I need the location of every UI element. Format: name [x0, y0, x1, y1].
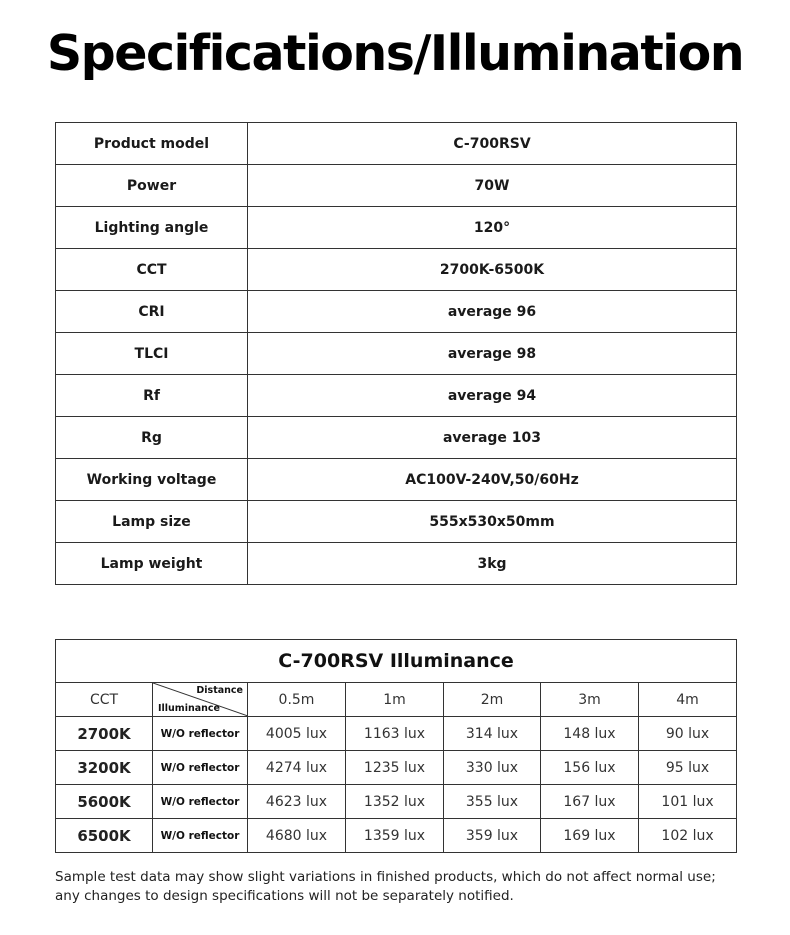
footnote	[55, 868, 755, 906]
lux-value: 1352 lux	[346, 785, 444, 819]
spec-label: Lamp size	[56, 501, 248, 543]
spec-label: Working voltage	[56, 459, 248, 501]
spec-label: TLCI	[56, 333, 248, 375]
footnote-line: Sample test data may show slight variations in finished products, which do not affect normal use;	[55, 869, 716, 885]
diagonal-header-cell	[153, 683, 248, 717]
spec-value: average 103	[248, 417, 737, 459]
spec-table	[55, 122, 737, 585]
lux-value: 95 lux	[639, 751, 737, 785]
lux-value: 4005 lux	[248, 717, 346, 751]
reflector-label: W/O reflector	[153, 751, 248, 785]
illuminance-table	[55, 639, 737, 853]
lux-value: 4274 lux	[248, 751, 346, 785]
lux-value: 169 lux	[541, 819, 639, 853]
spec-row-rg	[56, 417, 737, 459]
cct-value: 3200K	[56, 751, 153, 785]
illuminance-label: Illuminance	[158, 703, 220, 714]
spec-value: 2700K-6500K	[248, 249, 737, 291]
spec-row-working-voltage	[56, 459, 737, 501]
spec-value: 555x530x50mm	[248, 501, 737, 543]
spec-value: 3kg	[248, 543, 737, 585]
spec-row-lamp-weight	[56, 543, 737, 585]
cct-header: CCT	[56, 683, 153, 717]
distance-header: 0.5m	[248, 683, 346, 717]
spec-label: Power	[56, 165, 248, 207]
spec-row-lighting-angle	[56, 207, 737, 249]
spec-row-tlci	[56, 333, 737, 375]
spec-value: average 96	[248, 291, 737, 333]
spec-label: CRI	[56, 291, 248, 333]
distance-header: 1m	[346, 683, 444, 717]
lux-value: 4680 lux	[248, 819, 346, 853]
spec-label: Rf	[56, 375, 248, 417]
lux-value: 1359 lux	[346, 819, 444, 853]
lux-value: 1235 lux	[346, 751, 444, 785]
spec-value: AC100V-240V,50/60Hz	[248, 459, 737, 501]
page-title: Specifications/Illumination	[46, 25, 744, 82]
lux-value: 355 lux	[444, 785, 541, 819]
lux-value: 4623 lux	[248, 785, 346, 819]
spec-value: 70W	[248, 165, 737, 207]
lux-value: 156 lux	[541, 751, 639, 785]
reflector-label: W/O reflector	[153, 819, 248, 853]
lux-value: 1163 lux	[346, 717, 444, 751]
reflector-label: W/O reflector	[153, 717, 248, 751]
lux-value: 90 lux	[639, 717, 737, 751]
illuminance-title: C-700RSV Illuminance	[56, 640, 737, 683]
spec-label: CCT	[56, 249, 248, 291]
spec-label: Rg	[56, 417, 248, 459]
spec-value: 120°	[248, 207, 737, 249]
reflector-label: W/O reflector	[153, 785, 248, 819]
distance-header: 2m	[444, 683, 541, 717]
distance-label: Distance	[196, 685, 243, 696]
illuminance-header-row	[56, 683, 737, 717]
lux-value: 148 lux	[541, 717, 639, 751]
spec-label: Lighting angle	[56, 207, 248, 249]
spec-row-product-model	[56, 123, 737, 165]
spec-label: Product model	[56, 123, 248, 165]
illuminance-row-2700k	[56, 717, 737, 751]
cct-value: 6500K	[56, 819, 153, 853]
spec-row-power	[56, 165, 737, 207]
lux-value: 167 lux	[541, 785, 639, 819]
lux-value: 330 lux	[444, 751, 541, 785]
cct-value: 2700K	[56, 717, 153, 751]
illuminance-row-6500k	[56, 819, 737, 853]
spec-row-lamp-size	[56, 501, 737, 543]
illuminance-row-3200k	[56, 751, 737, 785]
spec-value: average 94	[248, 375, 737, 417]
lux-value: 359 lux	[444, 819, 541, 853]
spec-value: C-700RSV	[248, 123, 737, 165]
spec-row-rf	[56, 375, 737, 417]
spec-label: Lamp weight	[56, 543, 248, 585]
lux-value: 101 lux	[639, 785, 737, 819]
distance-header: 3m	[541, 683, 639, 717]
lux-value: 102 lux	[639, 819, 737, 853]
lux-value: 314 lux	[444, 717, 541, 751]
spec-value: average 98	[248, 333, 737, 375]
illuminance-row-5600k	[56, 785, 737, 819]
spec-row-cri	[56, 291, 737, 333]
footnote-line: any changes to design specifications will not be separately notified.	[55, 888, 514, 904]
distance-header: 4m	[639, 683, 737, 717]
spec-row-cct	[56, 249, 737, 291]
cct-value: 5600K	[56, 785, 153, 819]
